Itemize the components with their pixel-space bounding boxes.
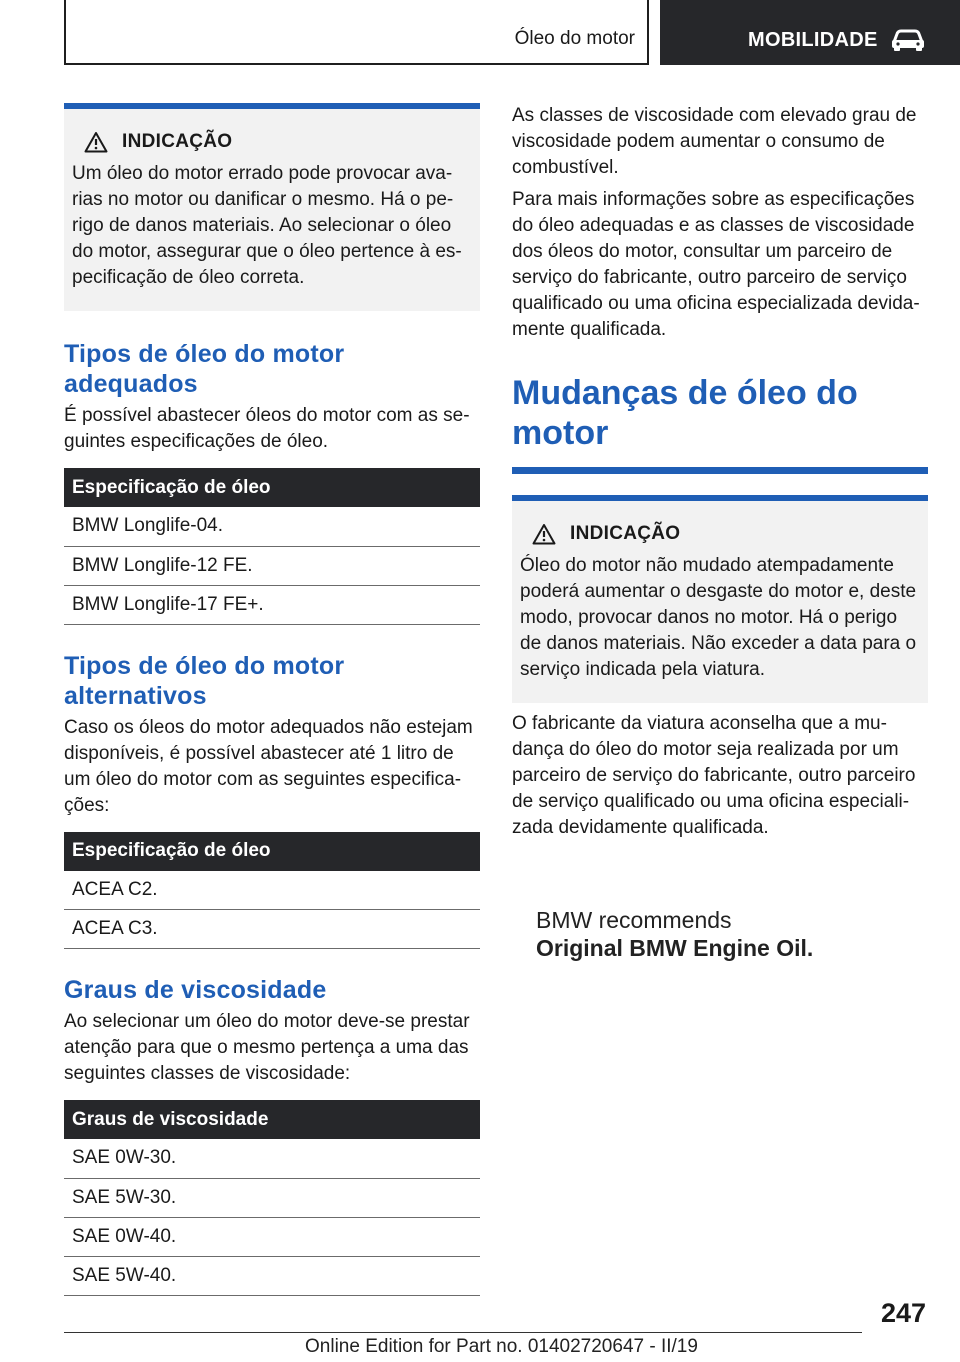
notice-text: Óleo do motor não mudado atempadamente poderá aumentar o desgaste do motor e, deste modo, provocar danos no motor. Há o perigo de danos materiais. Não exceder a data para o serviço indicada pela viatura. [520, 555, 917, 680]
viscosity-consumption-text: As classes de viscosidade com elevado grau de viscosidade podem aumentar o consumo de combustível. [512, 105, 917, 178]
right-column [512, 103, 928, 841]
car-icon [890, 28, 926, 52]
viscosity-text: Ao selecionar um óleo do motor deve-se prestar atenção para que o mesmo pertença a uma das seguintes classes de viscosidade: [64, 1011, 470, 1084]
table-cell: BMW Longlife-12 FE. [64, 546, 480, 585]
bmw-oil-promo [536, 906, 813, 962]
table-row [64, 507, 480, 546]
table-cell: BMW Longlife-04. [64, 507, 480, 546]
table-row [64, 1178, 480, 1217]
table-row [64, 910, 480, 949]
table-header: Especificação de óleo [64, 468, 480, 507]
heading-oil-changes: Mudanças de óleo do motor [512, 374, 858, 452]
header-section-box [660, 0, 960, 65]
alternative-oils-table [64, 832, 480, 950]
page-number: 247 [880, 1298, 926, 1328]
heading-suitable-oils: Tipos de óleo do motor adequados [64, 340, 345, 398]
promo-line-2: Original BMW Engine Oil. [536, 935, 814, 961]
heading-alternative-oils: Tipos de óleo do motor alternativos [64, 651, 345, 710]
section-title: MOBILIDADE [748, 29, 878, 51]
table-row [64, 1256, 480, 1295]
table-cell: ACEA C3. [64, 910, 480, 949]
table-row [64, 546, 480, 585]
notice-text: Um óleo do motor errado pode provocar avarias no motor ou danificar o mesmo. Há o perigo de danos materiais. Ao selecionar o óleo do motor, assegurar que o óleo pertence à especificação de óleo correta. [72, 163, 462, 288]
left-column [64, 103, 480, 1296]
table-header: Graus de viscosidade [64, 1100, 480, 1139]
table-cell: SAE 5W-30. [64, 1178, 480, 1217]
notice-header [72, 131, 472, 153]
page-title: Óleo do motor [514, 28, 635, 49]
manufacturer-advice-text: O fabricante da viatura aconselha que a mudança do óleo do motor seja realizada por um parceiro de serviço do fabricante, outro parceiro de serviço qualificado ou uma oficina especializada devidamente qualificada. [512, 713, 916, 838]
suitable-oils-text: É possível abastecer óleos do motor com as seguintes especificações de óleo. [64, 405, 470, 452]
promo-line-1: BMW recommends [536, 907, 732, 933]
table-row [64, 585, 480, 624]
alternative-oils-text: Caso os óleos do motor adequados não estejam disponíveis, é possível abastecer até 1 litro de um óleo do motor com as seguintes especificações: [64, 716, 473, 816]
table-cell: ACEA C2. [64, 871, 480, 910]
notice-box [512, 495, 928, 703]
suitable-oils-table [64, 468, 480, 625]
footer-edition: Online Edition for Part no. 01402720647 - II/19 [305, 1336, 698, 1357]
table-row [64, 1217, 480, 1256]
warning-icon [532, 523, 556, 545]
warning-icon [84, 131, 108, 153]
table-row [64, 871, 480, 910]
heading-viscosity: Graus de viscosidade [64, 976, 327, 1004]
table-cell: BMW Longlife-17 FE+. [64, 585, 480, 624]
table-row [64, 1139, 480, 1178]
table-cell: SAE 0W-30. [64, 1139, 480, 1178]
notice-box [64, 103, 480, 311]
notice-label: INDICAÇÃO [122, 131, 233, 152]
viscosity-table [64, 1100, 480, 1296]
notice-header [520, 523, 920, 545]
table-cell: SAE 0W-40. [64, 1217, 480, 1256]
table-header: Especificação de óleo [64, 832, 480, 871]
notice-label: INDICAÇÃO [570, 523, 681, 544]
table-cell: SAE 5W-40. [64, 1256, 480, 1295]
footer-divider [64, 1332, 862, 1333]
more-info-text: Para mais informações sobre as especificações do óleo adequadas e as classes de viscosidade dos óleos do motor, consultar um parceiro de serviço do fabricante, outro parceiro de serviço qualificado ou uma oficina especializada devidamente qualificada. [512, 189, 920, 340]
header-title-box [64, 0, 649, 65]
